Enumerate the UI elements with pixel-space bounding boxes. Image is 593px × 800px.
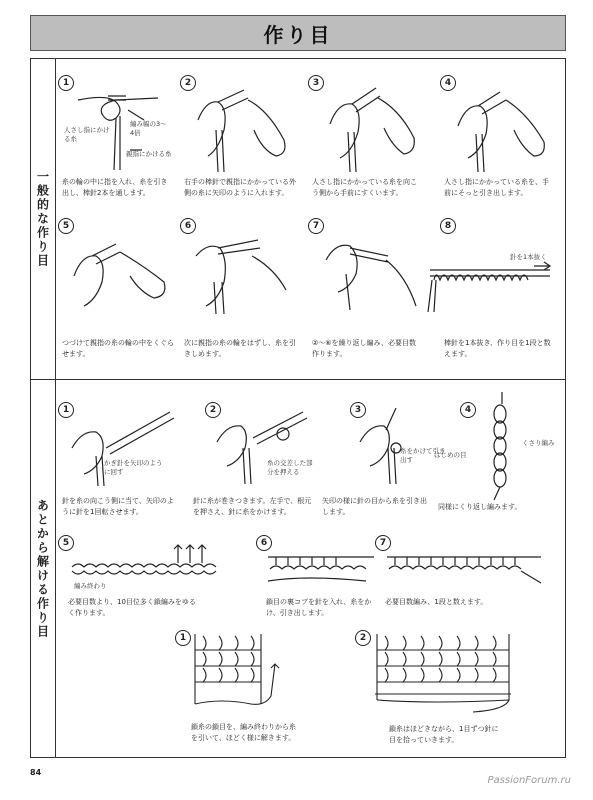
step-number: 8 [440, 218, 456, 234]
step-caption: 矢印の様に針の目から糸を引き出します。 [322, 497, 427, 516]
illustration-unravel-chain [191, 630, 281, 712]
label-first-stitch: はじめの目 [434, 451, 467, 459]
illustration-hand-scoop [316, 80, 426, 175]
step-number: 3 [350, 402, 366, 418]
illustration-long-chain [68, 541, 228, 581]
section-label: 一般的な作り目 [31, 59, 56, 379]
step-caption: ②〜⑥を繰り返し編み、必要目数作ります。 [312, 339, 416, 358]
step-number: 6 [256, 535, 272, 551]
label-pull-through: 糸をかけて引き出す [400, 447, 446, 464]
illustration-hold-cross [213, 408, 313, 488]
illustration-chain [480, 392, 520, 502]
step-caption: 次に親指の糸の輪をはずし、糸を引きしめます。 [184, 339, 296, 358]
illustration-hand-pull [448, 80, 556, 175]
step-number: 4 [460, 402, 476, 418]
step-caption: つづけて親指の糸の輪の中をくぐらせます。 [62, 339, 174, 358]
step-number: 6 [180, 218, 196, 234]
step-number: 2 [355, 630, 371, 646]
page-title: 作り目 [263, 22, 333, 47]
illustration-full-row [385, 541, 545, 589]
step-number: 5 [58, 535, 74, 551]
section-label: あとから解ける作り目 [31, 380, 56, 757]
step-caption: 鎖目の裏コブを針を入れ、糸をかけ、引き出します。 [266, 598, 372, 617]
page-header [30, 15, 566, 51]
label-end: 編み終わり [74, 582, 107, 590]
step-caption: 鎖糸の鎖目を、編み終わりから糸を引いて、ほどく様に解きます。 [191, 723, 296, 742]
label-thumb-yarn: 親指にかける糸 [126, 150, 172, 158]
step-caption: 右手の棒針で親指にかかっている外側の糸に矢印のように入れます。 [184, 178, 296, 197]
label-hold-cross: 糸の交差した部分を押える [267, 459, 313, 476]
step-number: 3 [308, 75, 324, 91]
label-chain-stitch: くさり編み [522, 439, 555, 447]
step-number: 2 [180, 75, 196, 91]
watermark: PassionForum.ru [487, 775, 571, 786]
page-number: 84 [30, 768, 42, 777]
illustration-pick-stitches [373, 630, 513, 714]
step-caption: 針を糸の向こう側に当て、矢印のように針を1回転させます。 [62, 497, 174, 516]
step-number: 2 [205, 402, 221, 418]
step-number: 5 [58, 218, 74, 234]
step-number: 1 [175, 630, 191, 646]
step-caption: 必要目数より、10目位多く鎖編みをゆるく作ります。 [68, 598, 196, 617]
step-caption: 棒針を1本抜き、作り目を1段と数えます。 [444, 339, 551, 358]
label-rotate-hook: かぎ針を矢印のように回す [104, 459, 163, 476]
step-caption: 鎖糸はほどきながら、1目ずつ針に目を拾っていきます。 [389, 725, 499, 744]
step-caption: 人さし指にかかっている糸を向こう側から手前にすくいます。 [312, 178, 417, 197]
label-remove-needle: 針を1本抜く [510, 253, 547, 261]
label-width: 編み幅の3〜4倍 [130, 120, 167, 137]
illustration-tighten [188, 226, 298, 316]
step-number: 1 [58, 75, 74, 91]
step-number: 7 [375, 535, 391, 551]
step-caption: 人さし指にかかっている糸を、手前にそっと引き出します。 [444, 178, 549, 197]
step-caption: 針に糸が巻きつきます。左手で、根元を押さえ、針に糸をかけます。 [193, 497, 312, 516]
illustration-crochet-wrap [66, 408, 176, 488]
step-number: 4 [440, 75, 456, 91]
step-caption: 糸の輪の中に指を入れ、糸を引き出し、棒針2本を通します。 [62, 178, 168, 197]
step-number: 1 [58, 402, 74, 418]
label-index-yarn: 人さし指にかける糸 [64, 126, 110, 143]
illustration-hand-needle [188, 80, 298, 175]
step-caption: 必要目数編み、1段と数えます。 [385, 598, 488, 606]
illustration-repeat [316, 226, 428, 316]
step-number: 7 [308, 218, 324, 234]
step-caption: 同様にくり返し編みます。 [438, 503, 522, 511]
illustration-pick-bump [266, 541, 376, 589]
illustration-thumb-loop [68, 226, 178, 316]
